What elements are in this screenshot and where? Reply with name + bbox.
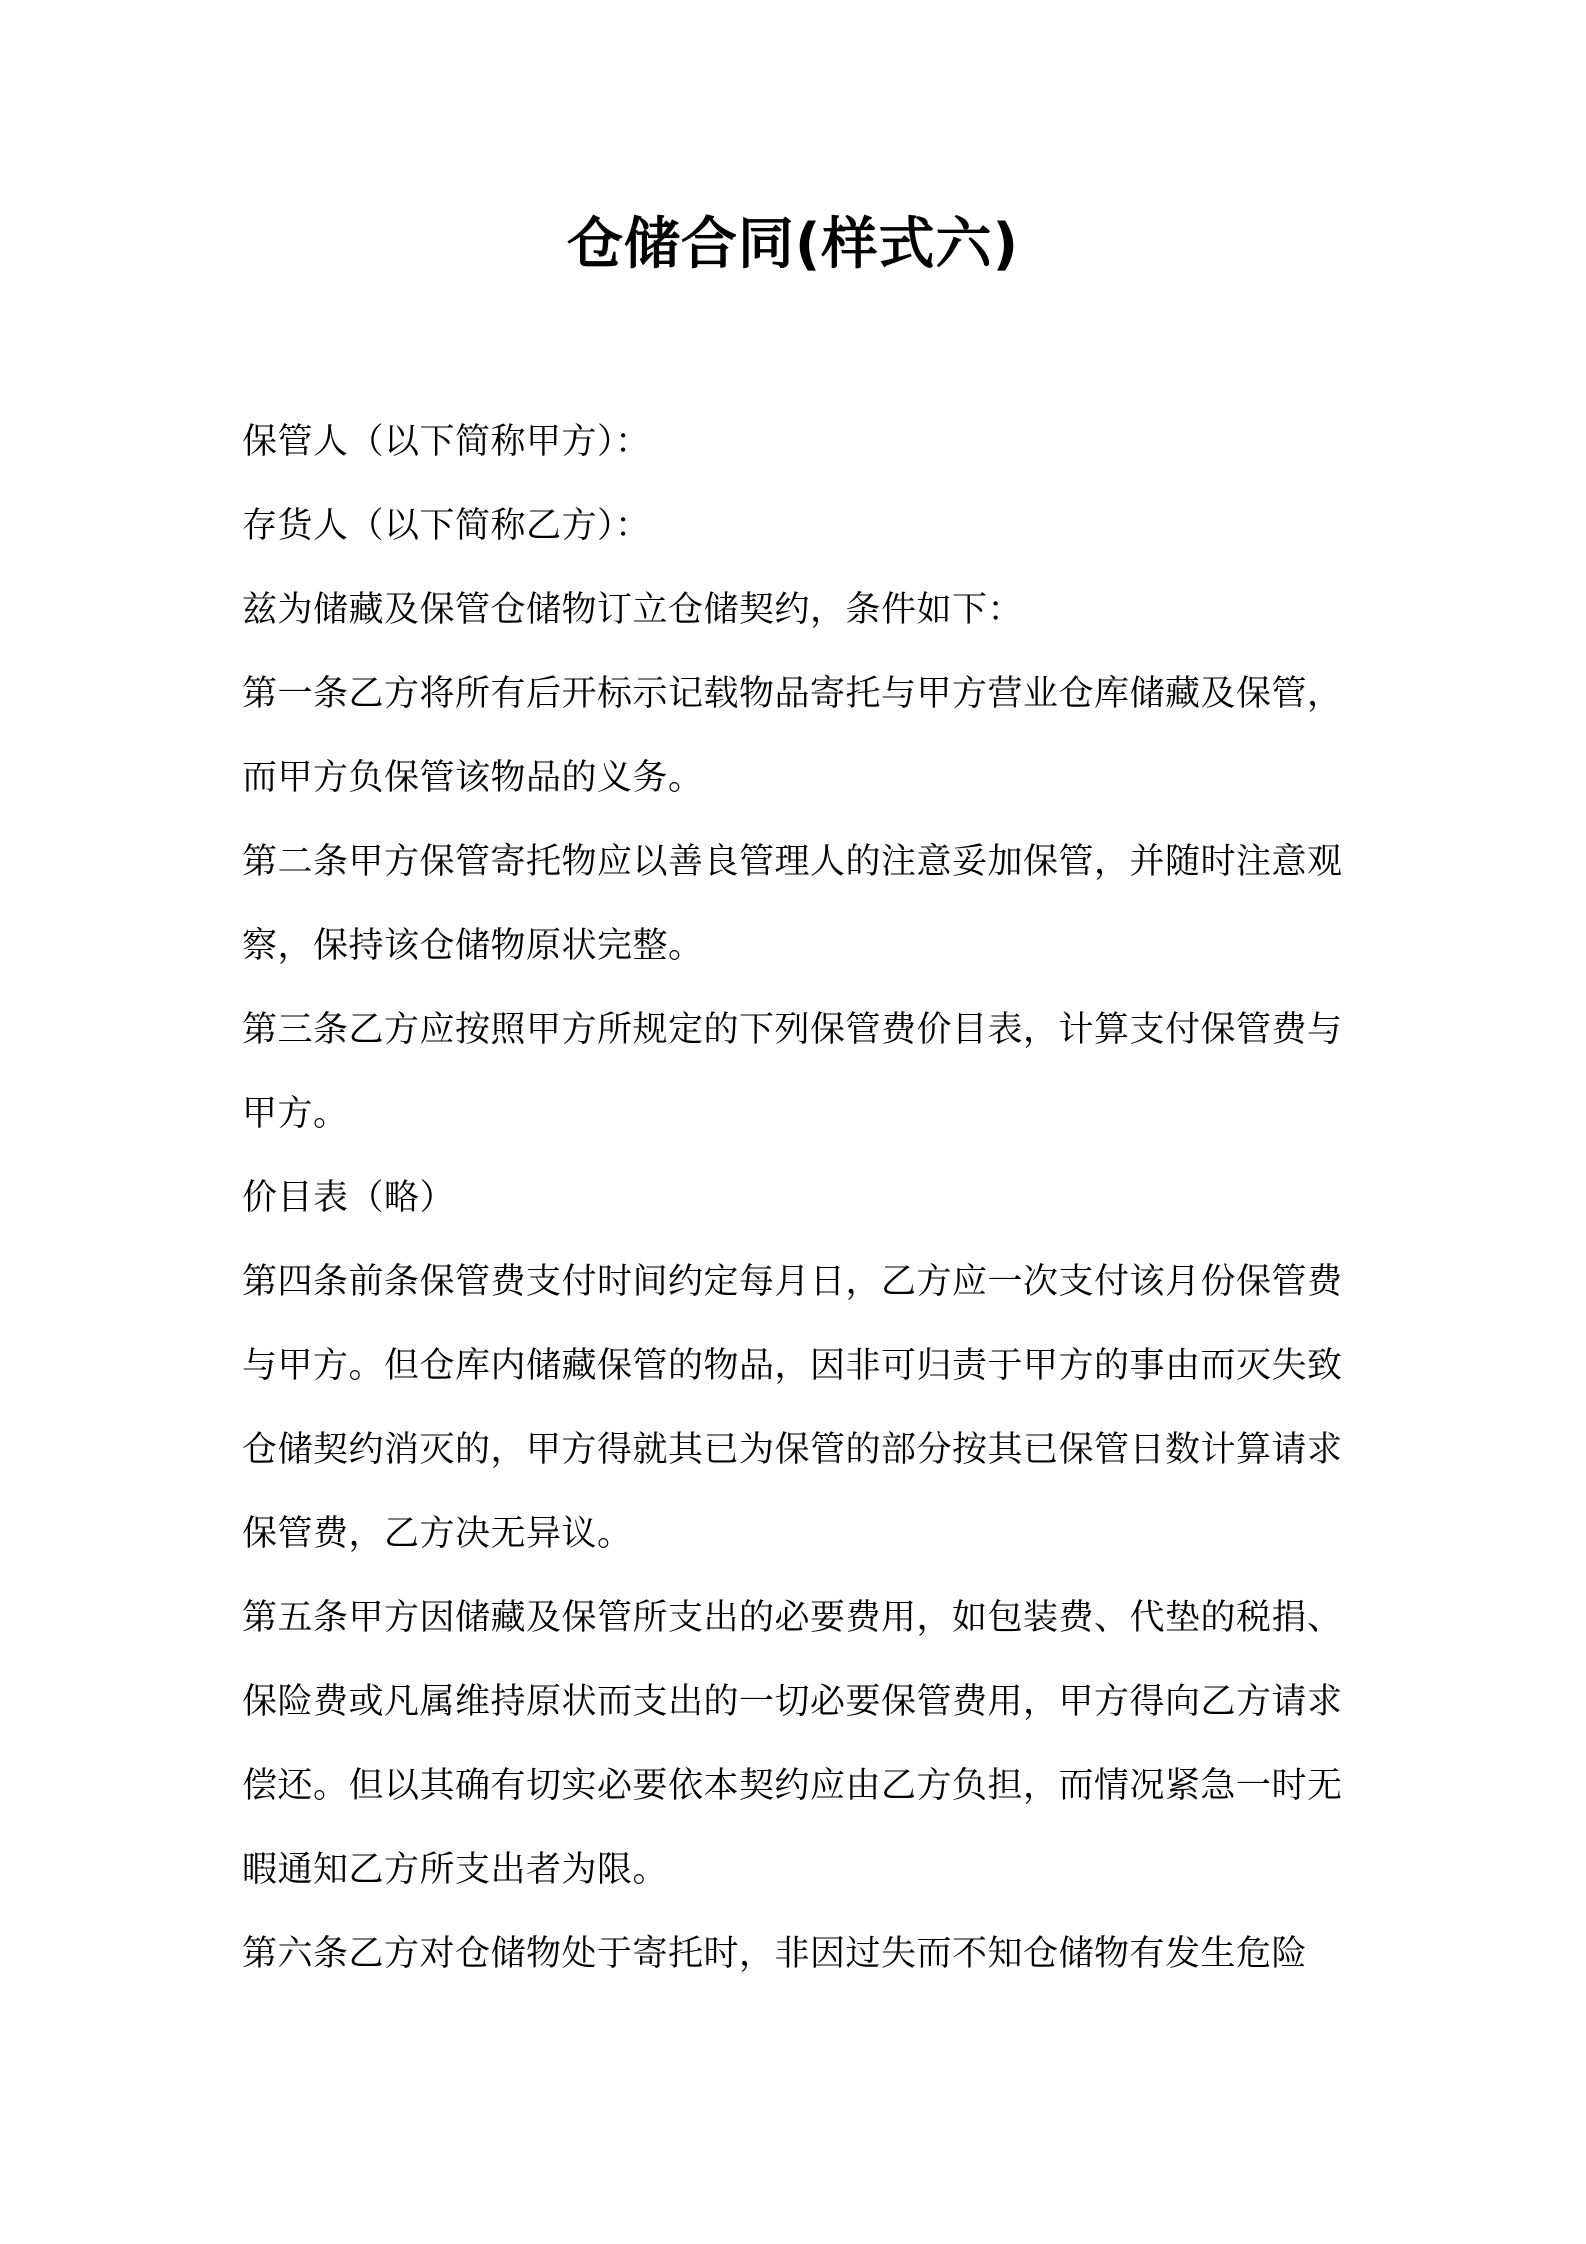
article-2-paragraph: 第二条甲方保管寄托物应以善良管理人的注意妥加保管，并随时注意观察，保持该仓储物原状完整。 bbox=[242, 842, 1343, 966]
preamble-paragraph: 兹为储藏及保管仓储物订立仓储契约，条件如下： bbox=[242, 590, 1024, 630]
article-3-paragraph: 第三条乙方应按照甲方所规定的下列保管费价目表，计算支付保管费与甲方。 bbox=[242, 1010, 1343, 1134]
price-table-note: 价目表（略） bbox=[242, 1178, 456, 1218]
article-4-paragraph: 第四条前条保管费支付时间约定每月日，乙方应一次支付该月份保管费与甲方。但仓库内储藏保管的物品，因非可归责于甲方的事由而灭失致仓储契约消灭的，甲方得就其已为保管的部分按其已保管日数计算请求保管费，乙方决无异议。 bbox=[242, 1262, 1343, 1554]
document-body bbox=[242, 400, 1362, 1996]
party-a-line: 保管人（以下简称甲方）： bbox=[242, 422, 651, 462]
article-1-paragraph: 第一条乙方将所有后开标示记载物品寄托与甲方营业仓库储藏及保管，而甲方负保管该物品的义务。 bbox=[242, 674, 1343, 798]
article-6-paragraph: 第六条乙方对仓储物处于寄托时，非因过失而不知仓储物有发生危险 bbox=[242, 1934, 1308, 1974]
document-title: 仓储合同(样式六) bbox=[566, 212, 1020, 277]
party-b-line: 存货人（以下简称乙方）： bbox=[242, 506, 651, 546]
article-5-paragraph: 第五条甲方因储藏及保管所支出的必要费用，如包装费、代垫的税捐、保险费或凡属维持原状而支出的一切必要保管费用，甲方得向乙方请求偿还。但以其确有切实必要依本契约应由乙方负担，而情况紧急一时无暇通知乙方所支出者为限。 bbox=[242, 1598, 1343, 1890]
